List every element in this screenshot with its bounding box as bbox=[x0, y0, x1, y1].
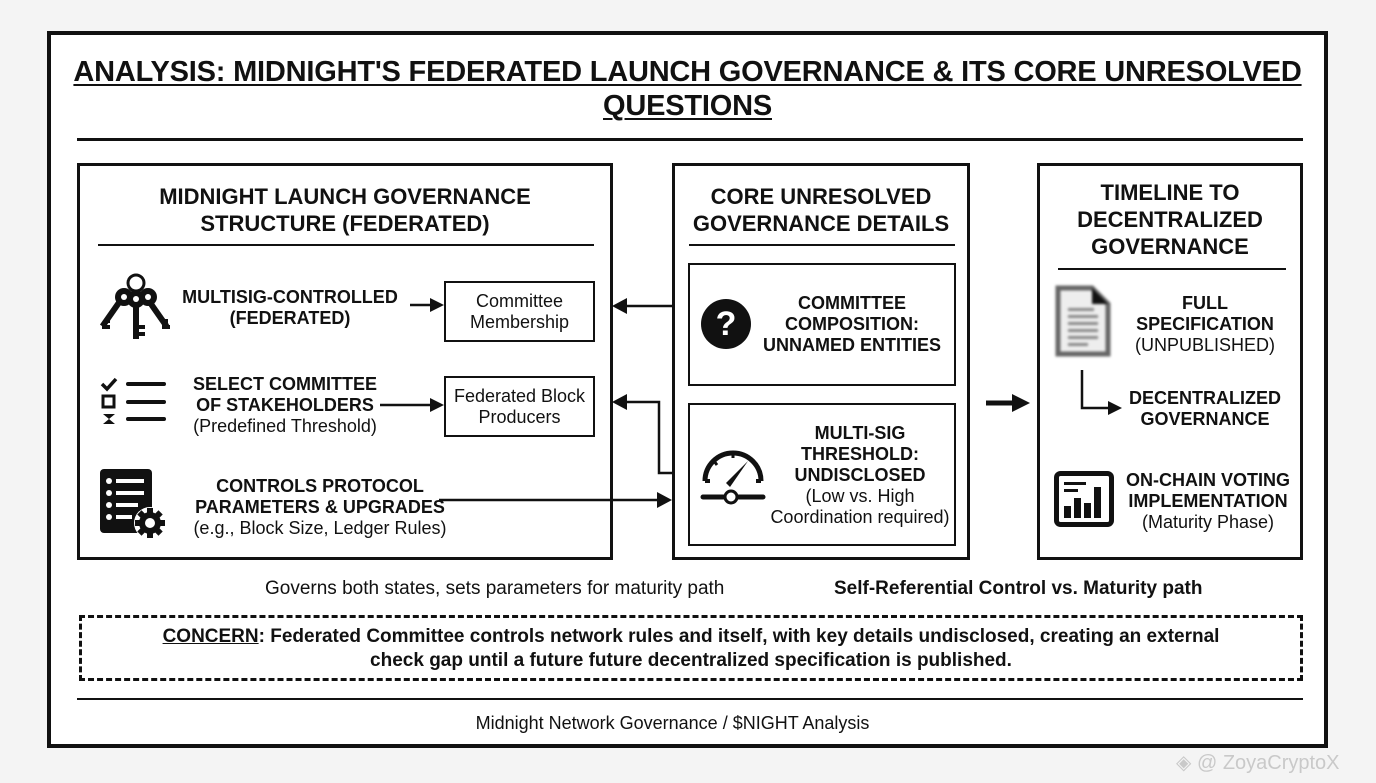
label-line: DECENTRALIZED bbox=[1129, 388, 1281, 408]
label-line: GOVERNANCE bbox=[1140, 409, 1270, 429]
label-sub: (e.g., Block Size, Ledger Rules) bbox=[193, 518, 447, 538]
title-line: TIMELINE TO bbox=[1100, 180, 1240, 205]
label-line: UNNAMED ENTITIES bbox=[762, 335, 941, 355]
title-divider bbox=[77, 138, 1303, 141]
connector-line bbox=[625, 402, 672, 473]
arrow-right-icon bbox=[657, 492, 672, 508]
watermark-logo-icon: ◈ bbox=[1176, 752, 1192, 774]
title-line: STRUCTURE (FEDERATED) bbox=[200, 211, 490, 236]
connector-arrows bbox=[439, 285, 679, 515]
label-line: SELECT COMMITTEE bbox=[193, 374, 377, 394]
multisig-threshold-card bbox=[688, 403, 956, 546]
label-line: FULL bbox=[1182, 293, 1228, 313]
concern-box bbox=[79, 615, 1303, 681]
label-sub: (Low vs. High bbox=[805, 486, 915, 506]
gauge-icon bbox=[700, 447, 766, 505]
panel-divider bbox=[1058, 268, 1286, 270]
controls-protocol-label bbox=[175, 476, 465, 539]
checklist-icon bbox=[100, 376, 172, 426]
label-sub: Coordination required) bbox=[770, 507, 950, 527]
label-line: SPECIFICATION bbox=[1136, 314, 1274, 334]
box-line: Federated Block bbox=[453, 385, 586, 406]
watermark-text: @ ZoyaCryptoX bbox=[1196, 752, 1340, 774]
committee-composition-card bbox=[688, 263, 956, 386]
unresolved-details-panel bbox=[672, 163, 970, 560]
label-line: CONTROLS PROTOCOL bbox=[216, 476, 424, 496]
launch-governance-title bbox=[80, 183, 610, 237]
label-line: COMPOSITION: bbox=[785, 314, 919, 334]
label-line: (FEDERATED) bbox=[229, 308, 351, 328]
title-line: GOVERNANCE DETAILS bbox=[692, 211, 950, 236]
unresolved-details-title bbox=[675, 183, 967, 237]
watermark bbox=[1176, 750, 1340, 775]
concern-text: check gap until a future future decentralized specification is published. bbox=[370, 650, 1012, 671]
footer-divider bbox=[77, 698, 1303, 700]
full-specification-label bbox=[1120, 293, 1290, 356]
box-line: Producers bbox=[478, 406, 561, 427]
document-icon bbox=[1054, 284, 1112, 358]
label-line: IMPLEMENTATION bbox=[1128, 491, 1288, 511]
svg-text:?: ? bbox=[715, 305, 737, 343]
decentralized-governance-label bbox=[1120, 388, 1290, 430]
title-line: CORE UNRESOLVED bbox=[710, 184, 932, 209]
question-icon bbox=[700, 298, 752, 350]
diagram-title bbox=[51, 55, 1324, 123]
label-line: OF STAKEHOLDERS bbox=[196, 395, 374, 415]
keys-icon bbox=[100, 271, 172, 343]
label-sub: (UNPUBLISHED) bbox=[1134, 335, 1276, 355]
select-committee-label bbox=[175, 374, 395, 437]
label-line: COMMITTEE bbox=[798, 293, 906, 313]
timeline-title bbox=[1040, 179, 1300, 260]
arrow-right-icon bbox=[380, 398, 444, 412]
multisig-controlled-label bbox=[175, 287, 405, 329]
arrow-right-icon bbox=[986, 392, 1030, 414]
arrow-left-icon bbox=[612, 394, 627, 410]
box-line: Membership bbox=[469, 311, 570, 332]
label-line: MULTI-SIG bbox=[814, 423, 906, 443]
label-line: MULTISIG-CONTROLLED bbox=[182, 287, 398, 307]
timeline-panel bbox=[1037, 163, 1303, 560]
label-line: ON-CHAIN VOTING bbox=[1126, 470, 1290, 490]
footer-text: Midnight Network Governance / $NIGHT Analysis bbox=[475, 713, 870, 733]
caption-right: Self-Referential Control vs. Maturity path bbox=[834, 578, 1203, 599]
concern-label: CONCERN bbox=[162, 626, 259, 647]
title-line: DECENTRALIZED bbox=[1077, 207, 1263, 232]
panel-divider bbox=[689, 244, 955, 246]
box-line: Committee bbox=[475, 290, 563, 311]
caption-left: Governs both states, sets parameters for maturity path bbox=[265, 578, 725, 599]
diagram-frame bbox=[47, 31, 1328, 748]
on-chain-voting-label bbox=[1118, 470, 1298, 533]
chart-icon bbox=[1054, 471, 1114, 527]
title-line: GOVERNANCE bbox=[1091, 234, 1249, 259]
label-sub: (Predefined Threshold) bbox=[193, 416, 377, 436]
settings-list-icon bbox=[100, 469, 170, 541]
label-line: THRESHOLD: bbox=[801, 444, 919, 464]
diagram-title-text: ANALYSIS: MIDNIGHT'S FEDERATED LAUNCH GOVERNANCE & ITS CORE UNRESOLVED QUESTIONS bbox=[73, 56, 1302, 122]
title-line: MIDNIGHT LAUNCH GOVERNANCE bbox=[159, 184, 531, 209]
multisig-threshold-label bbox=[766, 423, 954, 528]
panel-divider bbox=[98, 244, 594, 246]
label-line: UNDISCLOSED bbox=[794, 465, 926, 485]
concern-text: : Federated Committee controls network rules and itself, with key details undisclosed, creating an external bbox=[258, 626, 1220, 647]
label-sub: (Maturity Phase) bbox=[1141, 512, 1275, 532]
committee-composition-label bbox=[752, 293, 952, 356]
label-line: PARAMETERS & UPGRADES bbox=[195, 497, 445, 517]
arrow-left-icon bbox=[612, 298, 627, 314]
